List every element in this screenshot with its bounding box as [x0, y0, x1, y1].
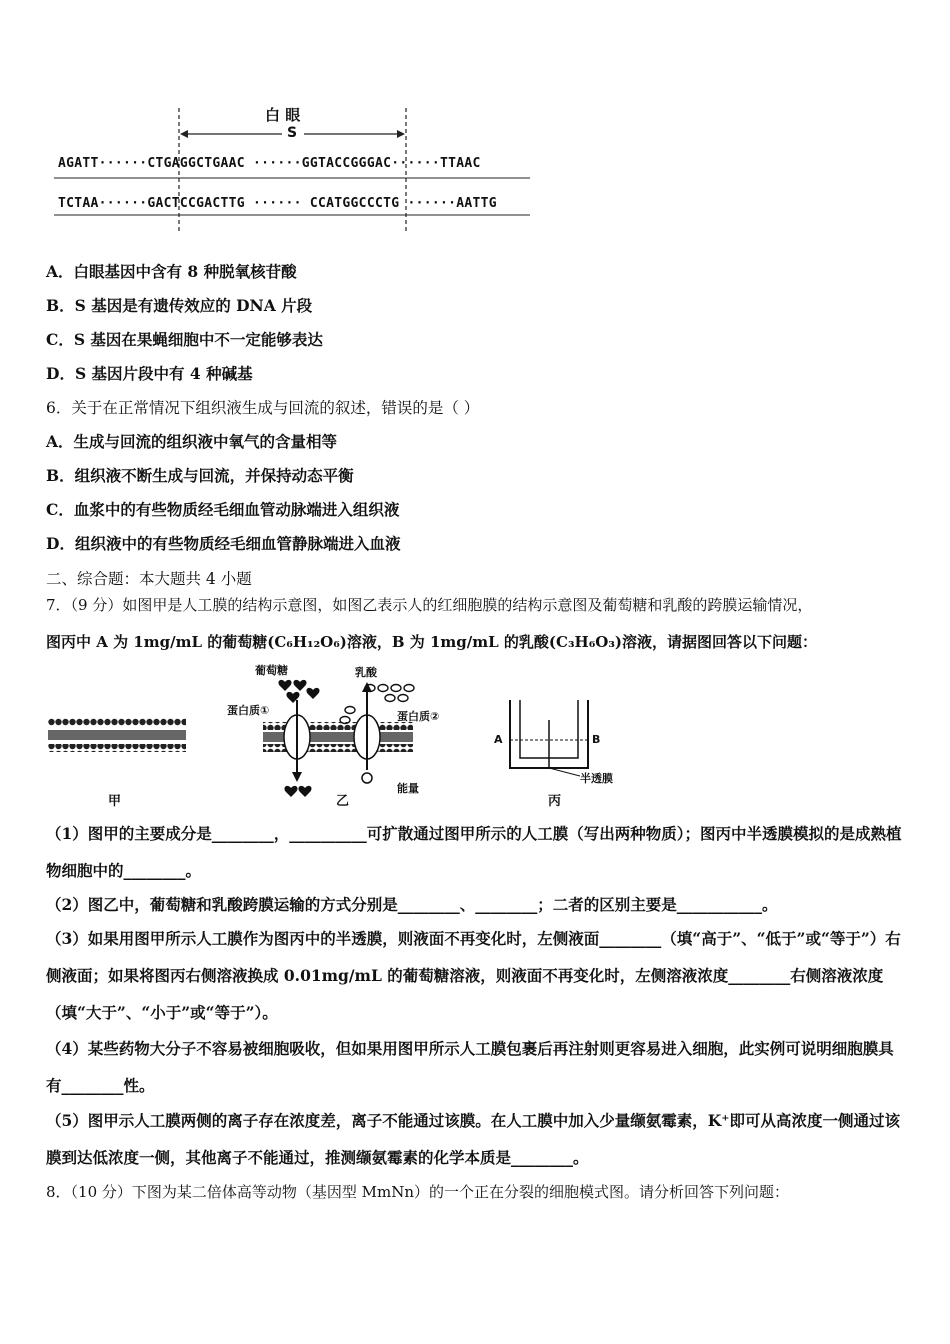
figure-jia-label: 甲: [108, 794, 122, 809]
q5-option-b: B．S 基因是有遗传效应的 DNA 片段: [46, 296, 313, 315]
solution-b-label: B: [592, 733, 601, 746]
q7-stem-line2: 图丙中 A 为 1mg/mL 的葡萄糖(C₆H₁₂O₆)溶液，B 为 1mg/mL 的乳酸(C₃H₆O₃)溶液，请据图回答以下问题：: [46, 633, 817, 651]
glucose-label: 葡萄糖: [255, 664, 288, 677]
protein1-label: 蛋白质①: [227, 704, 270, 717]
white-eye-label: 白 眼: [265, 106, 301, 124]
figure-yi-label: 乙: [336, 794, 350, 809]
q7-part5: （5）图甲示人工膜两侧的离子存在浓度差，离子不能通过该膜。在人工膜中加入少量缬氨霉素，K⁺即可从高浓度一侧通过该膜到达低浓度一侧，其他离子不能通过，推测缬氨霉素的化学本质是________。: [46, 1111, 900, 1167]
q6-option-b: B．组织液不断生成与回流，并保持动态平衡: [46, 466, 354, 485]
s-gene-label: S: [287, 125, 298, 141]
q5-option-a: A．白眼基因中含有 8 种脱氧核苷酸: [46, 262, 297, 281]
protein2-label: 蛋白质②: [397, 710, 440, 723]
figure-bing: [488, 690, 628, 785]
gene-figure: [50, 100, 540, 235]
q7-part4: （4）某些药物大分子不容易被细胞吸收，但如果用图甲所示人工膜包裹后再注射则更容易进入细胞，此实例可说明细胞膜具有________性。: [46, 1039, 894, 1095]
dna-strand-top: AGATT······CTGAGGCTGAAC ······GGTACCGGGAC······TTAAC: [58, 156, 481, 171]
q6-stem: 6．关于在正常情况下组织液生成与回流的叙述，错误的是（ ）: [46, 399, 480, 417]
semipermeable-label: 半透膜: [580, 772, 613, 785]
lactic-acid-label: 乳酸: [355, 666, 377, 679]
figure-yi: [225, 660, 485, 805]
section-heading: 二、综合题：本大题共 4 小题: [46, 570, 252, 588]
q5-option-d: D．S 基因片段中有 4 种碱基: [46, 364, 253, 383]
solution-a-label: A: [494, 733, 503, 746]
q7-stem-line1: 7．（9 分）如图甲是人工膜的结构示意图，如图乙表示人的红细胞膜的结构示意图及葡萄糖和乳酸的跨膜运输情况，: [46, 596, 813, 614]
q6-option-d: D．组织液中的有些物质经毛细血管静脉端进入血液: [46, 534, 401, 553]
figure-yi-drawing: [225, 660, 485, 805]
q7-part1: （1）图甲的主要成分是________，__________可扩散通过图甲所示的人工膜（写出两种物质）；图丙中半透膜模拟的是成熟植物细胞中的________。: [46, 824, 902, 880]
q7-part3: （3）如果用图甲所示人工膜作为图丙中的半透膜，则液面不再变化时，左侧液面________（填“高于”、“低于”或“等于”）右侧液面；如果将图丙右侧溶液换成 0.01mg/mL 的葡萄糖溶液，则液面不再变化时，左侧溶液浓度________右侧溶液浓度（填“大于”、“小于”或“等于”）。: [46, 929, 901, 1022]
q5-option-c: C．S 基因在果蝇细胞中不一定能够表达: [46, 330, 323, 349]
energy-label: 能量: [397, 782, 419, 795]
figure-bing-label: 丙: [548, 794, 562, 809]
q6-option-c: C．血浆中的有些物质经毛细血管动脉端进入组织液: [46, 500, 400, 519]
q6-option-a: A．生成与回流的组织液中氧气的含量相等: [46, 432, 338, 451]
q8-stem: 8．（10 分）下图为某二倍体高等动物（基因型 MmNn）的一个正在分裂的细胞模式图。请分析回答下列问题：: [46, 1183, 790, 1201]
q7-part2: （2）图乙中，葡萄糖和乳酸跨膜运输的方式分别是________、________；二者的区别主要是___________。: [46, 895, 778, 914]
dna-strand-bottom: TCTAA······GACTCCGACTTG ······ CCATGGCCCTG ······AATTG: [58, 196, 497, 211]
figure-jia-membrane: [48, 710, 188, 760]
